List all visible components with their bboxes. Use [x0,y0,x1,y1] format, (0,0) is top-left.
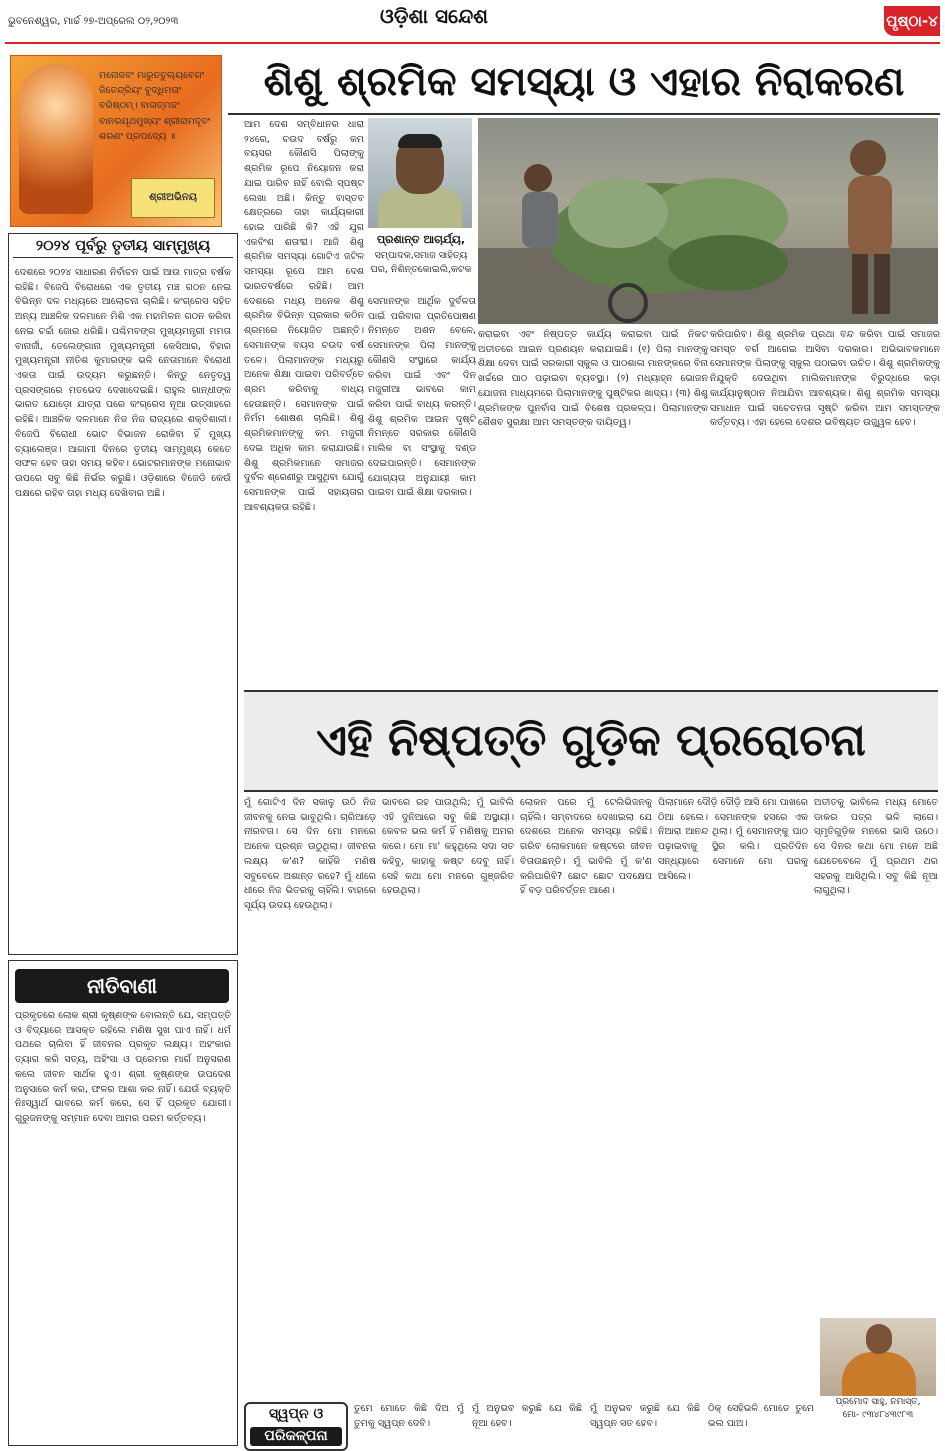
story-column-5: ଅତୀତକୁ ଭାବିଲେ ମଧ୍ୟ ମୋତେ ଡାକର ପତ୍ର ଭଳି ଲାଗେ। ସ୍ମୃତିଗୁଡ଼ିକ ମନରେ ଭାସି ଉଠେ। ସେ ଦିନର କଥା ମୋ ମନେ ଅଛି ଯେତେବେଳେ ମୁଁ ପ୍ରଥମ ଥର ସହରକୁ ଆସିଥିଲି। ସବୁ କିଛି ନୂଆ ଲାଗୁଥିଲା। [814,797,938,897]
author-details: ସମ୍ପାଦକ,ସମାଜ ସାହିତ୍ୟ ଘର, ନିଶିନ୍ତକୋଇଲି,କଟକ [370,249,472,275]
header-divider [5,42,940,44]
contributor-caption [820,1396,936,1421]
dream-column-3: ମୁଁ ଅନୁଭବ କରୁଛି ଯେ କିଛି ସ୍ୱପ୍ନ ସତ ହେବ। [590,1403,700,1429]
nitibani-box [8,960,238,1446]
main-headline: ଶିଶୁ ଶ୍ରମିକ ସମସ୍ୟା ଓ ଏହାର ନିରାକରଣ [263,58,905,105]
story-column-3: ଲୋକନ ପରେ ମୁଁ ଟେଲିଭିଜନକୁ ଚାହିଁଲି। ସମ୍ବାଦରେ ଦେଖାଇଲା ଯେ ଦେଶରେ ଅନେକ ସମସ୍ୟା ରହିଛି। ଗରିବ ଲୋକମାନେ କଷ୍ଟରେ ଜୀବନ ବିତାଉଛନ୍ତି। ମୁଁ ଭାବିଲି ମୁଁ କ'ଣ କରିପାରିବି? ଛୋଟ ଛୋଟ ପଦକ୍ଷେପ ହିଁ ବଡ଼ ପରିବର୍ତ୍ତନ ଆଣେ। [520,797,652,897]
article-column-4: କରିପାରିବ। ଶିଶୁ ଶ୍ରମିକ ପ୍ରଥା ବନ୍ଦ କରିବା ପାଇଁ ସମାଜର ସମସ୍ତ ବର୍ଗ ଆଗେଇ ଆସିବା ଦରକାର। ଅଭିଭାବକମାନେ ସେମାନଙ୍କ ପିଲାଙ୍କୁ ସ୍କୁଲ ପଠାଇବା ଉଚିତ। ଶିଶୁ ଶ୍ରମିକଙ୍କୁ ନିଯୁକ୍ତି ଦେଉଥିବା ମାଲିକମାନଙ୍କ ବିରୁଦ୍ଧରେ କଡ଼ା କାର୍ଯ୍ୟାନୁଷ୍ଠାନ ନିଆଯିବା ଆବଶ୍ୟକ। ଶିଶୁ ଶ୍ରମିକ ସମସ୍ୟା ସମାଧାନ ପାଇଁ ସଚେତନତା ସୃଷ୍ଟି କରିବା ଆମ ସମସ୍ତଙ୍କ କର୍ତ୍ତବ୍ୟ। ଏହା ହେଲେ ଦେଶର ଭବିଷ୍ୟତ ଉଜ୍ଜ୍ୱଳ ହେବ। [710,329,940,429]
page-number-badge: ପୃଷ୍ଠା-୪ [884,6,940,36]
pullquote-banner: ଏହି ନିଷ୍ପତ୍ତି ଗୁଡ଼ିକ ପ୍ରରୋଚନା [244,690,938,792]
article-column-2: ସେମାନଙ୍କ ଆର୍ଥିକ ଦୁର୍ବଳତା ପାଇଁ ପରିବାର ପ୍ରତିପୋଷଣ ନିମନ୍ତେ ଅଶନ ବେଳେ, ସେମାନଙ୍କ ପିଲା ମାନଙ୍କୁ କୌଣସି ସଂସ୍ଥାରେ କାର୍ଯ୍ୟ କରିବା ପାଇଁ ଏବଂ ଦିନ ମଜୁରୀଆ ଭାବରେ କାମ କରିବା ପାଇଁ ବାଧ୍ୟ କରନ୍ତି। ଶିଶୁ ଶ୍ରମିକ ଆଇନ ଦୃଷ୍ଟି ନିମନ୍ତେ ସରକାର କୌଣସି ମାଲିକ ବା ସଂସ୍ଥାକୁ ଦଣ୍ଡ ଦେଇପାରନ୍ତି। ସେମାନଙ୍କ ଯୋଗ୍ୟତା ଅନୁଯାୟୀ କାମ ପାଇବା ପାଇଁ ଶିକ୍ଷା ଦରକାର। [368,296,476,499]
story-column-2: ଭାବରେ ରହ ପାଉଥିଲି; ମୁଁ ଭାବିଲି ଏହି ଦୁନିଆରେ ସବୁ କିଛି ଅସ୍ଥାୟୀ। କେବଳ ଭଲ କର୍ମ ହିଁ ମଣିଷକୁ ଅମର କରେ। ମୋ ମା' କହୁଥିଲେ ସଦା ସତ କହିବୁ, କାହାକୁ କଷ୍ଟ ଦେବୁ ନାହିଁ। ସେହି କଥା ମୋ ମନରେ ଗୁଞ୍ଜରିତ ହେଉଥିଲା। [382,797,514,897]
dream-title-line2: ପରିକଳ୍ପନା [250,1427,342,1447]
ad-verse: ମନୋଜବଂ ମାରୁତତୁଲ୍ୟବେଗଂ ଜିତେନ୍ଦ୍ରିୟଂ ବୁଦ୍ଧିମତାଂ ବରିଷ୍ଠମ୍। ବାତାତ୍ମଜଂ ବାନରଯୂଥମୁଖ୍ୟଂ ଶ୍ରୀରାମଦୂତଂ ଶରଣଂ ପ୍ରପଦ୍ୟେ ॥ [99,70,211,142]
article-column-3: କରାଇବା ଏବଂ ନିଷ୍ପତ୍ତ କାର୍ଯ୍ୟ କରାଇବା ପାଇଁ ନିକଟ ଅତୀତରେ ଆଇନ ପ୍ରଣୟନ କରାଯାଇଛି। (୧) ପିଲା ମାନଙ୍କୁ ଶିକ୍ଷା ଦେବା ପାଇଁ ସରକାରୀ ସ୍କୁଲ ଓ ପାଠଶାଳା ମାନଙ୍କରେ ବିନା ଖର୍ଚ୍ଚରେ ପାଠ ପଢ଼ାଇବା ବ୍ୟବସ୍ଥା। (୨) ମଧ୍ୟାହ୍ନ ଭୋଜନ ଯୋଜନା ମାଧ୍ୟମରେ ପିଲାମାନଙ୍କୁ ପୁଷ୍ଟିକର ଖାଦ୍ୟ। (୩) ଶିଶୁ ଶ୍ରମିକଙ୍କ ପୁନର୍ବାସ ପାଇଁ ବିଶେଷ ପ୍ରକଳ୍ପ। ପିଲାମାନଙ୍କ ଶୈଶବ ସୁରକ୍ଷା ଆମ ସମସ୍ତଙ୍କ ଦାୟିତ୍ୱ। [478,329,708,429]
child-labour-illustration [478,118,938,324]
contributor-phone: ମୋ- ୯୩୪୮୪୩୯୮୩ [842,1409,914,1420]
story-column-1: ମୁଁ ଗୋଟିଏ ଦିନ ସକାଳୁ ଉଠି ନିଜ ଜୀବନକୁ ନେଇ ଭାବୁଥିଲି। ଚାରିଆଡ଼େ ନୀରବତା। ସେ ଦିନ ମୋ ମନରେ ଅନେକ ପ୍ରଶ୍ନ ଉଠୁଥିଲା। ଜୀବନର ଲକ୍ଷ୍ୟ କ'ଣ? କାହିଁକି ମଣିଷ ସବୁବେଳେ ଅଶାନ୍ତ ରହେ? ମୁଁ ଧୀରେ ଧୀରେ ନିଜ ଭିତରକୁ ଚାହିଁଲି। ବାହାରେ ସୂର୍ଯ୍ୟ ଉଦୟ ହେଉଥିଲା। [244,797,376,912]
page-header [0,0,945,40]
dream-column-4: ଠିକ୍ ସେହିଭଳି ମୋତେ ତୁମେ ଭଲ ପାଅ। [708,1403,814,1429]
author-photo [368,118,472,228]
dream-column-1: ତୁମେ ମୋତେ କିଛି ଦିଅ ମୁଁ ତୁମକୁ ସ୍ୱପ୍ନ ଦେବି। [354,1403,464,1429]
dream-box-title [244,1402,348,1451]
story-column-4: ପିଲାମାନେ ଦୌଡ଼ି ଦୌଡ଼ି ଆସି ମୋ ପାଖରେ ଠିଆ ହେଲେ। ସେମାନଙ୍କ ହସରେ ଏକ ନିଆରା ଆନନ୍ଦ ଥିଲା। ମୁଁ ସେମାନଙ୍କୁ ପାଠ ପଢ଼ାଇବାକୁ ସ୍ଥିର କଲି। ପ୍ରତିଦିନ ସନ୍ଧ୍ୟାରେ ସେମାନେ ମୋ ଘରକୁ ଆସିଲେ। [658,797,808,882]
author-caption [368,232,474,277]
nitibani-body: ପ୍ରକୃତରେ ଲୋକ ଶ୍ରୀ କୃଷ୍ଣଙ୍କ ବୋଲନ୍ତି ଯେ, ସମ୍ପତ୍ତି ଓ ବିଦ୍ୟାରେ ଆସକ୍ତ ରହିଲେ ମଣିଷ ସୁଖ ପାଏ ନାହିଁ। ଧର୍ମ ପଥରେ ଚାଲିବା ହିଁ ଜୀବନର ପ୍ରକୃତ ଲକ୍ଷ୍ୟ। ଅହଂକାର ତ୍ୟାଗ କରି ସତ୍ୟ, ଅହିଂସା ଓ ପ୍ରେମର ମାର୍ଗ ଅନୁସରଣ କଲେ ଜୀବନ ସାର୍ଥକ ହୁଏ। ଶ୍ରୀ କୃଷ୍ଣଙ୍କ ଉପଦେଶ ଅନୁସାରେ କର୍ମ କର, ଫଳର ଆଶା କର ନାହିଁ। ଯେଉଁ ବ୍ୟକ୍ତି ନିଃସ୍ୱାର୍ଥ ଭାବରେ କର୍ମ କରେ, ସେ ହିଁ ପ୍ରକୃତ ଯୋଗୀ। ଗୁରୁଜନଙ୍କୁ ସମ୍ମାନ ଦେବା ଆମର ପରମ କର୍ତ୍ତବ୍ୟ। [15,1010,231,1125]
headline-rule [228,113,940,115]
author-name: ପ୍ରଶାନ୍ତ ଆଚାର୍ଯ୍ୟ, [376,233,466,246]
nitibani-heading: ନୀତିବାଣୀ [15,969,229,1003]
election-column-heading: ୨୦୨୪ ପୂର୍ବରୁ ତୃତୀୟ ସାମ୍ମୁଖ୍ୟ [13,238,233,258]
masthead: ଓଡ଼ିଶା ସନ୍ଦେଶ [380,4,489,28]
deity-image [19,64,93,214]
dream-title-line1: ସ୍ୱପ୍ନ ଓ [268,1406,324,1422]
ad-logo: ଶ୍ରୀଅଭିନୟ [131,178,215,218]
devotional-ad [10,55,222,227]
election-column-box [8,233,238,955]
child-labour-photo [478,118,938,324]
contributor-name: ପ୍ରମୋଦ ସାହୁ, ନମାସ୍ତ, [835,1397,921,1407]
election-column-body: ଦେଶରେ ୨୦୨୪ ସାଧାରଣ ନିର୍ବାଚନ ପାଇଁ ଆଉ ମାତ୍ର ବର୍ଷକ ରହିଛି। ବିଜେପି ବିରୋଧରେ ଏକ ତୃତୀୟ ମଞ୍ଚ ଗଠନ ନେଇ ବିଭିନ୍ନ ଦଳ ମଧ୍ୟରେ ଆଲୋଚନା ଚାଲିଛି। କଂଗ୍ରେସ ସହିତ ଅନ୍ୟ ଆଞ୍ଚଳିକ ଦଳମାନେ ମିଶି ଏକ ମହାମିଳନ ଗଠନ କରିବା ନେଇ ଚର୍ଚ୍ଚା ଜୋର ଧରିଛି। ପଶ୍ଚିମବଙ୍ଗ ମୁଖ୍ୟମନ୍ତ୍ରୀ ମମତା ବାନାର୍ଜୀ, ତେଲେଙ୍ଗାନା ମୁଖ୍ୟମନ୍ତ୍ରୀ କେସିଆର, ବିହାର ମୁଖ୍ୟମନ୍ତ୍ରୀ ନୀତିଶ କୁମାରଙ୍କ ଭଳି ନେତାମାନେ ବିରୋଧୀ ଏକତା ପାଇଁ ଉଦ୍ୟମ କରୁଛନ୍ତି। କିନ୍ତୁ ନେତୃତ୍ୱ ପ୍ରସଙ୍ଗରେ ମତଭେଦ ଦେଖାଦେଇଛି। ରାହୁଲ ଗାନ୍ଧୀଙ୍କ ଭାରତ ଯୋଡ଼ୋ ଯାତ୍ରା ପରେ କଂଗ୍ରେସ ନୂଆ ଉତ୍ସାହରେ ରହିଛି। ଆଞ୍ଚଳିକ ଦଳମାନେ ନିଜ ନିଜ ରାଜ୍ୟରେ ଶକ୍ତିଶାଳୀ। ବିଜେପି ବିରୋଧୀ ଭୋଟ ବିଭାଜନ ରୋକିବା ହିଁ ମୁଖ୍ୟ ଚ୍ୟାଲେଞ୍ଜ। ଆଗାମୀ ଦିନରେ ତୃତୀୟ ସାମ୍ମୁଖ୍ୟ କେତେ ସଫଳ ହେବ ତାହା ସମୟ କହିବ। ଭୋଟରମାନଙ୍କ ମନୋଭାବ ଉପରେ ସବୁ କିଛି ନିର୍ଭର କରୁଛି। ଓଡ଼ିଶାରେ ବିଜେଡି କେଉଁ ପକ୍ଷରେ ରହିବ ତାହା ମଧ୍ୟ ଦେଖିବାର ଅଛି। [15,267,231,499]
dream-column-2: ମୁଁ ଅନୁଭବ କରୁଛି ଯେ କିଛି ନୂଆ ହେବ। [472,1403,582,1429]
contributor-photo [820,1318,936,1396]
article-column-1: ଆମ ଦେଶ ସମ୍ବିଧାନର ଧାରା ୨୪ରେ, ଚଉଦ ବର୍ଷରୁ କମ ବୟସର କୌଣସି ପିଲାଙ୍କୁ ଶ୍ରମିକ ରୂପେ ନିୟୋଜନ କରା ଯାଇ ପାରିବ ନାହିଁ ବୋଲି ସ୍ପଷ୍ଟ ଲେଖା ଅଛି। କିନ୍ତୁ ବାସ୍ତବ କ୍ଷେତ୍ରରେ ତାହା କାର୍ଯ୍ୟକାରୀ ହୋଇ ପାରିଛି କି? ଏହି ଯୁଗ ଏକବିଂଶ ଶତାବ୍ଦୀ। ଆଜି ଶିଶୁ ଶ୍ରମିକ ସମସ୍ୟା ଗୋଟିଏ ଜଟିଳ ସମସ୍ୟା ରୂପେ ଆମ ଦେଶ ଭାରତବର୍ଷରେ ରହିଛି। ଆମ ଦେଶରେ ମଧ୍ୟ ଅନେକ ଶିଶୁ ଶ୍ରମିକ ବିଭିନ୍ନ ପ୍ରକାର କଠିନ ଶ୍ରମରେ ନିୟୋଜିତ ଅଛନ୍ତି। ସେମାନଙ୍କ ବୟସ ଚଉଦ ବର୍ଷ ତଳେ। ପିଲାମାନଙ୍କ ମଧ୍ୟରୁ ଅନେକ ଶିକ୍ଷା ପାଇବା ପରିବର୍ତ୍ତେ ଶ୍ରମ କରିବାକୁ ବାଧ୍ୟ ହେଉଛନ୍ତି। ସେମାନଙ୍କ ପାଇଁ ନିର୍ମମ ଶୋଷଣ ଚାଲିଛି। ଶିଶୁ ଶ୍ରମିକମାନଙ୍କୁ କମ ମଜୁରୀ ଦେଇ ଅଧିକ କାମ କରାଯାଉଛି। ଶିଶୁ ଶ୍ରମିକମାନେ ସମାଜର ଦୁର୍ବଳ ଶ୍ରେଣୀରୁ ଆସୁଥିବା ଯୋଗୁଁ ସେମାନଙ୍କ ପାଇଁ ସହାୟତାର ଆବଶ୍ୟକତା ରହିଛି। [244,119,364,513]
dateline: ଭୁବନେଶ୍ୱର, ମାର୍ଚ୍ଚ ୨୭-ଅପ୍ରେଲ ୦୨,୨୦୨୩ [8,16,179,27]
